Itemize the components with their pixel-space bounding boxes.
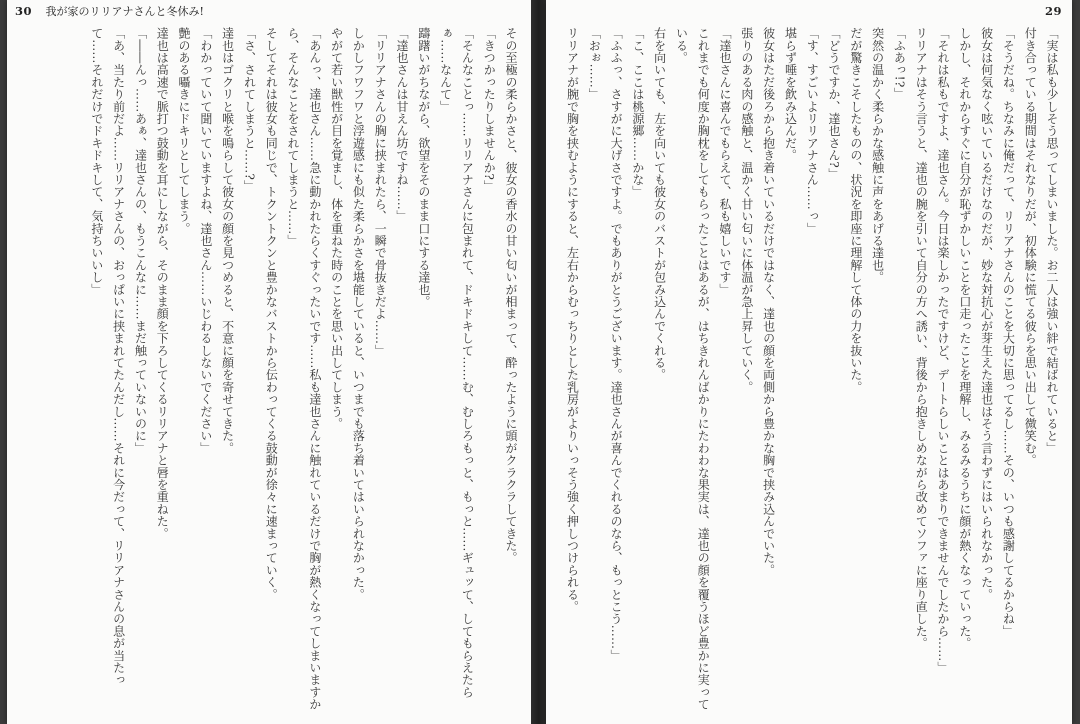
paragraph: しかしフワフワと浮遊感にも似た柔らかさを堪能していると、いつまでも落ち着いてはいられなかった。 xyxy=(351,27,366,601)
page-text-right xyxy=(554,27,1062,711)
paragraph: 「きつかったりしませんか?」 xyxy=(482,27,497,193)
paragraph: 「そんなことっ……リリアナさんに包まれて、ドキドキして……む、むしろもっと、もっと……ギュッて、してもらえたらぁ……なんて」 xyxy=(438,27,475,698)
paragraph: 「達也さんに喜んでもらえて、私も嬉しいです」 xyxy=(718,27,733,296)
page-header-left xyxy=(7,3,531,19)
paragraph: 「ふふっ、さすがに大げさですよ。でもありがとうございます。達也さんが喜んでくれるのなら、もっとこう……」 xyxy=(609,27,624,662)
paragraph: 「それは私もですよ、達也さん。今日は楽しかったですけど、デートらしいことはあまりできませんでしたから……」 xyxy=(936,27,951,674)
paragraph: だが驚きこそしたものの、状況を即座に理解して体の力を抜いた。 xyxy=(848,27,863,393)
paragraph: 堪らず唾を飲み込んだ。 xyxy=(783,27,798,162)
paragraph: そしてそれは彼女も同じで、トクントクンと豊かなバストから伝わってくる鼓動が徐々に速まっていく。 xyxy=(264,27,279,601)
paragraph: 「こ、ここは桃源郷……かな」 xyxy=(630,27,645,198)
page-number-right: 29 xyxy=(1044,4,1062,18)
paragraph: 「どうですか、達也さん?」 xyxy=(827,27,842,181)
paragraph: 右を向いても、左を向いても彼女のバストが包み込んでくれる。 xyxy=(652,27,667,381)
running-title: 我が家のリリアナさんと冬休み! xyxy=(45,5,204,18)
page-left[interactable] xyxy=(7,0,531,724)
paragraph: 「おぉ……」 xyxy=(587,27,602,101)
paragraph: 「あ、当たり前だよ……リリアナさんの、おっぱいに挟まれてたんだし……それに今だって、リリアナさんの息が当たって……それだけでドキドキして、気持ちいいし」 xyxy=(89,27,126,686)
paragraph: 「実は私も少しそう思ってしまいました。お二人は強い絆で結ばれていると」 xyxy=(1045,27,1059,454)
paragraph: これまでも何度か胸枕をしてもらったことはあるが、はちきれんばかりにたわわな果実は、達也の顔を覆うほど豊かに実っている。 xyxy=(674,27,711,711)
paragraph: 「そうだね。ちなみに俺だって、リリアナさんのことを大切に思ってるし……その、いつも感謝してるからね」 xyxy=(1001,27,1016,637)
paragraph: 躊躇いがちながら、欲望をそのまま口にする達也。 xyxy=(416,27,431,308)
paragraph: 「――んっ……あぁ、達也さんの、もうこんなに……まだ触っていないのに」 xyxy=(133,27,148,454)
paragraph: 彼女は何気なく呟いているだけなのだが、妙な対抗心が芽生えた達也はそう言わずにはいられなかった。 xyxy=(979,27,994,601)
paragraph: 「さ、されてしまうと……?」 xyxy=(242,27,257,193)
paragraph: その至極の柔らかさと、彼女の香水の甘い匂いが相まって、酔ったように頭がクラクラしてきた。 xyxy=(504,27,518,564)
paragraph: 艶のある囁きにドキリとしてしまう。 xyxy=(177,27,192,235)
page-right[interactable] xyxy=(546,0,1072,724)
paragraph: やがて若い獣性が目を覚まし、体を重ねた時のことを思い出してしまう。 xyxy=(329,27,344,430)
paragraph: 「達也さんは甘えん坊ですね……」 xyxy=(395,27,410,223)
paragraph: 「ふあっ!?」 xyxy=(892,27,907,100)
paragraph: 達也は高速で脈打つ鼓動を耳にしながら、そのまま顔を下ろしてくるリリアナと唇を重ねた。 xyxy=(155,27,170,540)
paragraph: しかし、それからすぐに自分が恥ずかしいことを口走ったことを理解し、みるみるうちに顔が熱くなっていった。 xyxy=(957,27,972,650)
paragraph: 「す、すごいよリリアナさん……っ」 xyxy=(805,27,820,235)
page-header-right xyxy=(546,3,1072,19)
page-gutter xyxy=(531,0,546,724)
paragraph: 突然の温かく柔らかな感触に声をあげる達也。 xyxy=(870,27,885,284)
page-text-left xyxy=(15,27,521,711)
paragraph: 付き合っている期間はそれなりだが、初体験に慌てる彼らを思い出して微笑む。 xyxy=(1023,27,1038,467)
paragraph: リリアナが腕で胸を挟むようにすると、左右からむっちりとした乳房がよりいっそう強く押しつけられる。 xyxy=(565,27,580,613)
page-number-left: 30 xyxy=(15,4,33,18)
paragraph: 張りのある肉の感触と、温かく甘い匂いに体温が急上昇していく。 xyxy=(739,27,754,393)
paragraph: 「あんっ、達也さん……急に動かれたらくすぐったいです……私も達也さんに触れているだけで胸が熱くなってしまいますから、そんなことをされてしまうと……」 xyxy=(286,27,322,711)
paragraph: 「わかっていて聞いていますよね、達也さん……いじわるしないでください」 xyxy=(198,27,213,454)
paragraph: 「リリアナさんの胸に挟まれたら、一瞬で骨抜きだよ……」 xyxy=(373,27,388,357)
paragraph: リリアナはそう言うと、達也の腕を引いて自分の方へ誘い、背後から抱きしめながら改めてソファに座り直した。 xyxy=(914,27,929,650)
paragraph: 彼女はただ後ろから抱き着いているだけではなく、達也の顔を両側から豊かな胸で挟み込んでいた。 xyxy=(761,27,776,576)
paragraph: 達也はゴクリと喉を鳴らして彼女の顔を見つめると、不意に顔を寄せてきた。 xyxy=(220,27,235,454)
